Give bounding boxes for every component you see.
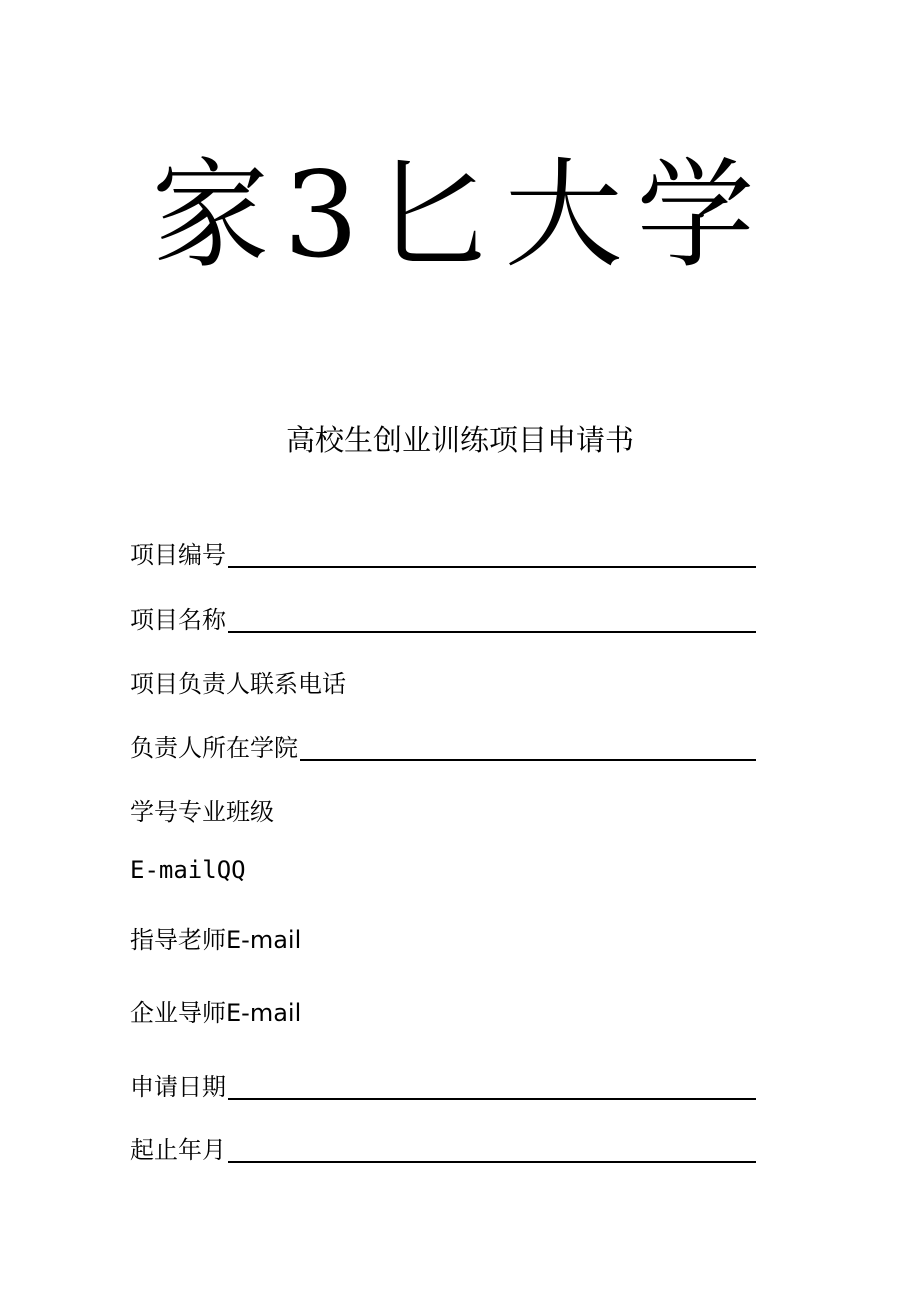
form-field-label: 企业导师E-mail	[130, 999, 302, 1027]
form-field-advisor-email	[130, 917, 756, 957]
form-field-label: E-mailQQ	[130, 856, 246, 884]
university-name: 家3匕大学	[151, 146, 769, 284]
document-title: 高校生创业训练项目申请书	[285, 423, 634, 457]
form-field-label: 申请日期	[130, 1073, 226, 1101]
form-field-label: 起止年月	[130, 1136, 226, 1164]
form-field-label: 负责人所在学院	[130, 734, 298, 762]
form-field-start-end-month	[130, 1127, 756, 1167]
fill-in-line[interactable]	[300, 759, 756, 761]
form-field-student-id-class	[130, 789, 756, 829]
fill-in-line[interactable]	[228, 1098, 756, 1100]
form-field-project-name	[130, 597, 756, 637]
form-field-project-number	[130, 532, 756, 572]
form-field-label: 学号专业班级	[130, 798, 274, 826]
form-field-leader-college	[130, 725, 756, 765]
form-field-label: 指导老师E-mail	[130, 926, 302, 954]
form-field-leader-phone	[130, 661, 756, 701]
form-field-label: 项目编号	[130, 541, 226, 569]
fill-in-line[interactable]	[228, 1161, 756, 1163]
form-field-enterprise-mentor-email	[130, 990, 756, 1030]
form-field-email-qq	[130, 847, 756, 887]
fill-in-line[interactable]	[228, 566, 756, 568]
form-field-label: 项目名称	[130, 606, 226, 634]
form-field-application-date	[130, 1064, 756, 1104]
form-field-label: 项目负责人联系电话	[130, 670, 346, 698]
fill-in-line[interactable]	[228, 631, 756, 633]
